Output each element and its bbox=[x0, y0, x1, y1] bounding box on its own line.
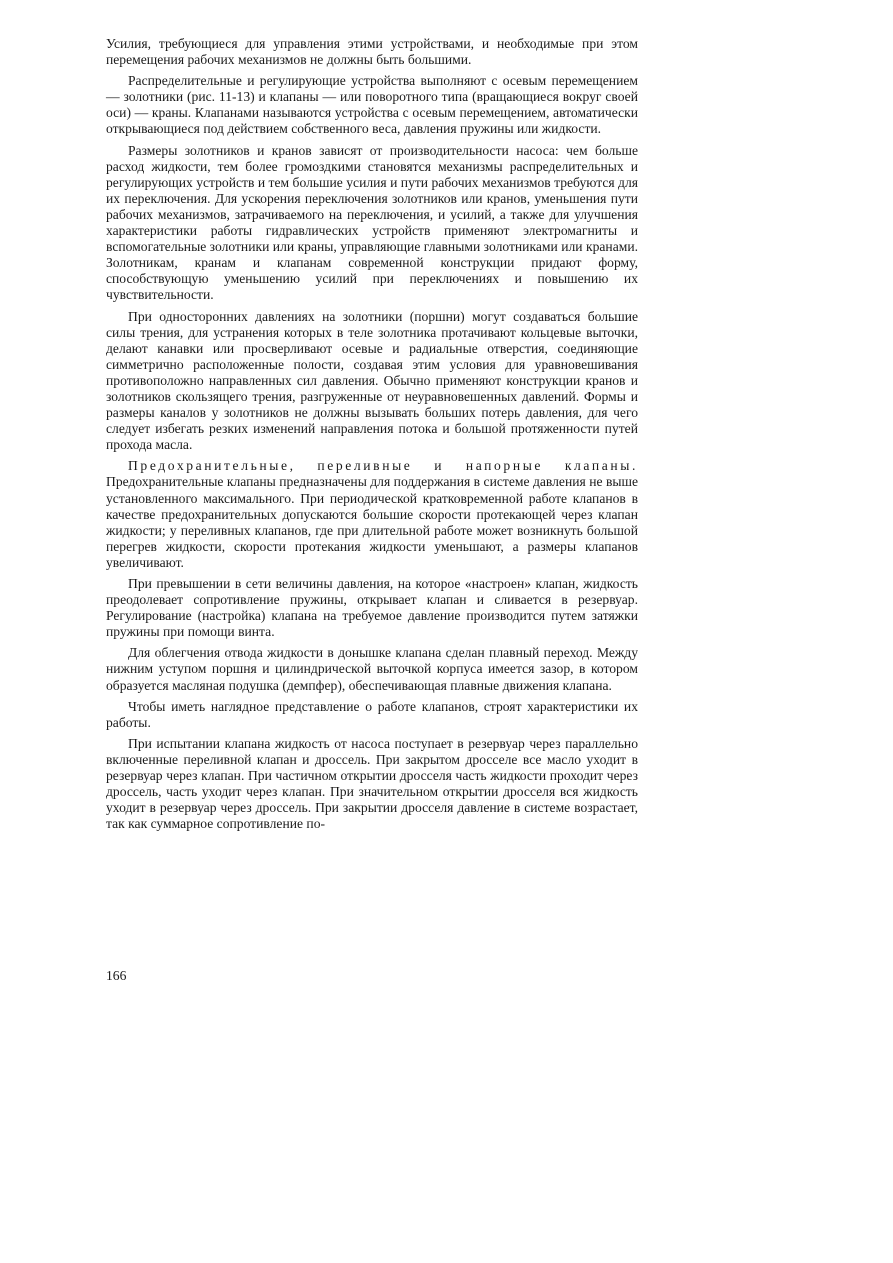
paragraph-6: При превышении в сети величины давления, на которое «настроен» клапан, жидкость преодолевает сопротивление пружины, открывает клапан и сливается в резервуар. Регулирование (настройка) клапана на требуемое давление производится путем затяжки пружины при помощи винта. bbox=[106, 576, 638, 640]
page-number: 166 bbox=[106, 968, 127, 983]
paragraph-5-text: Предохранительные клапаны предназначены для поддержания в системе давления не выше установленного максимального. При периодической кратковременной работе клапанов в качестве предохранительных допускаются большие скорости протекающей через клапан жидкости; у переливных клапанов, где при длительной работе может возникнуть большой перегрев жидкости, скорости протекания жидкости уменьшают, а размеры клапанов увеличивают. bbox=[106, 474, 638, 570]
paragraph-8: Чтобы иметь наглядное представление о работе клапанов, строят характеристики их работы. bbox=[106, 698, 638, 730]
paragraph-7: Для облегчения отвода жидкости в донышке клапана сделан плавный переход. Между нижним уступом поршня и цилиндрической выточкой корпуса имеется зазор, в котором образуется масляная подушка (демпфер), обеспечивающая плавные движения клапана. bbox=[106, 645, 638, 693]
section-lead-heading: Предохранительные, переливные и напорные клапаны. bbox=[128, 458, 638, 474]
paragraph-2: Распределительные и регулирующие устройства выполняют с осевым перемещением — золотники (рис. 11-13) и клапаны — или поворотного типа (вращающиеся вокруг своей оси) — краны. Клапанами называются устройства с осевым перемещением, автоматически открывающиеся под действием собственного веса, давления пружины или жидкости. bbox=[106, 73, 638, 137]
page-body bbox=[106, 36, 638, 837]
paragraph-9: При испытании клапана жидкость от насоса поступает в резервуар через параллельно включенные переливной клапан и дроссель. При закрытом дросселе все масло уходит в резервуар через клапан. При частичном открытии дросселя часть жидкости проходит через дроссель, часть уходит через клапан. При значительном открытии дросселя вся жидкость уходит в резервуар через дроссель. При закрытии дросселя давление в системе возрастает, так как суммарное сопротивление по- bbox=[106, 735, 638, 832]
paragraph-5 bbox=[106, 458, 638, 571]
paragraph-3: Размеры золотников и кранов зависят от производительности насоса: чем больше расход жидкости, тем более громоздкими становятся механизмы распределительных и регулирующих устройств и тем большие усилия и пути рабочих механизмов требуются для их переключения. Для ускорения переключения золотников или кранов, уменьшения пути рабочих механизмов, затрачиваемого на переключения, и усилий, а также для улучшения характеристики работы гидравлических устройств применяют электромагниты и вспомогательные золотники или краны, управляющие главными золотниками или кранами. Золотникам, кранам и клапанам современной конструкции придают форму, способствующую уменьшению усилий при переключениях и повышению их чувствительности. bbox=[106, 142, 638, 303]
paragraph-4: При односторонних давлениях на золотники (поршни) могут создаваться большие силы трения, для устранения которых в теле золотника протачивают кольцевые выточки, делают канавки или просверливают осевые и радиальные отверстия, соединяющие симметрично расположенные полости, создавая этим условия для уравновешивания противоположно направленных сил давления. Обычно применяют конструкции кранов и золотников скользящего трения, разгруженные от неуравновешенных давлений. Формы и размеры каналов у золотников не должны вызывать больших потерь давления, для чего следует избегать резких изменений направления потока и большой протяженности путей прохода масла. bbox=[106, 308, 638, 453]
paragraph-1: Усилия, требующиеся для управления этими устройствами, и необходимые при этом перемещения рабочих механизмов не должны быть большими. bbox=[106, 36, 638, 68]
